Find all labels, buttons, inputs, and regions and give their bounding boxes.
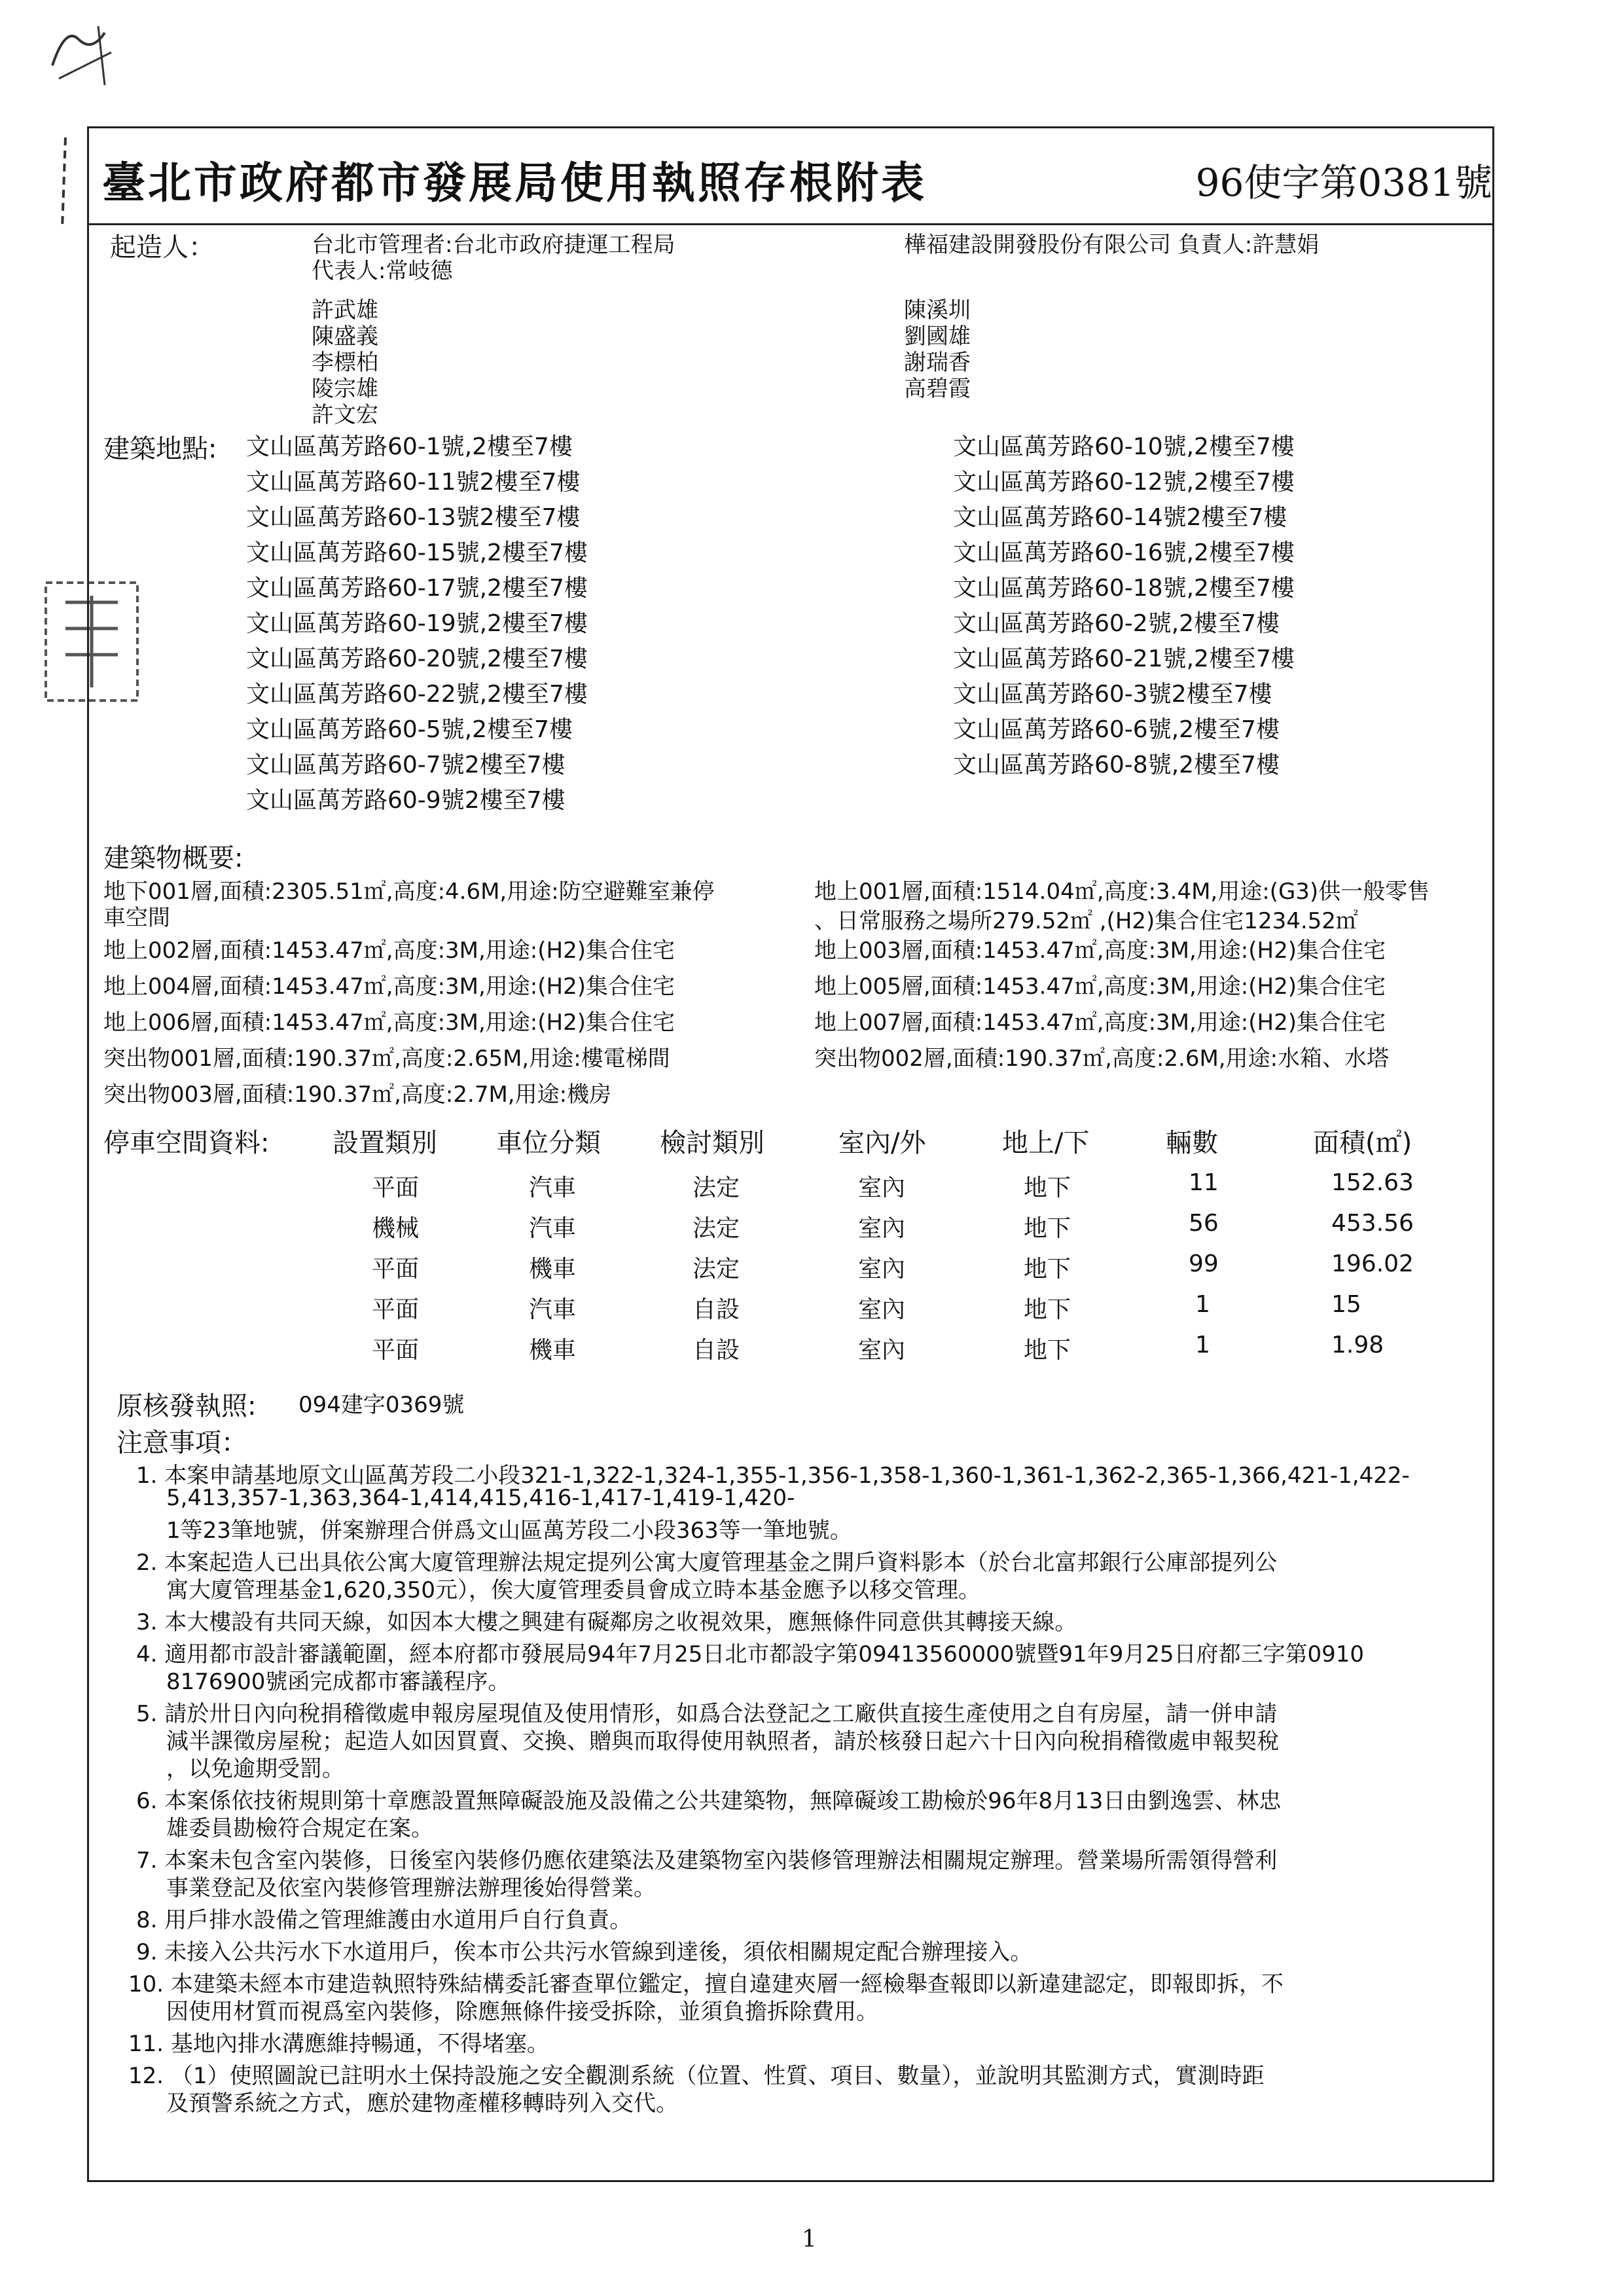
note-line: 寓大廈管理基金1,620,350元），俟大廈管理委員會成立時本基金應予以移交管理。 — [166, 1577, 981, 1603]
scan-mark-top — [39, 13, 124, 92]
parking-cell: 室內 — [858, 1175, 906, 1201]
applicant-left-line: 李標柏 — [312, 350, 378, 376]
parking-cell: 56 — [1189, 1210, 1219, 1237]
parking-cell: 453.56 — [1331, 1210, 1414, 1237]
note-line: 7. 本案未包含室內裝修，日後室內裝修仍應依建築法及建築物室內裝修管理辦法相關規定辦理。營業場所需領得營利 — [136, 1848, 1278, 1874]
parking-cell: 室內 — [858, 1215, 906, 1242]
applicant-left-line: 陵宗雄 — [312, 376, 378, 402]
site-right-address: 文山區萬芳路60-16號,2樓至7樓 — [953, 539, 1295, 566]
building-right-line: 、日常服務之場所279.52㎡ ,(H2)集合住宅1234.52㎡ — [814, 908, 1358, 934]
notes-label: 注意事項： — [117, 1428, 247, 1458]
parking-cell: 1 — [1195, 1332, 1210, 1358]
parking-cell: 汽車 — [529, 1175, 577, 1201]
note-line: 11. 基地內排水溝應維持暢通，不得堵塞。 — [128, 2031, 549, 2057]
building-right-line: 突出物002層,面積:190.37㎡,高度:2.6M,用途:水箱、水塔 — [814, 1046, 1390, 1072]
parking-cell: 15 — [1331, 1291, 1361, 1318]
note-line: 12. （1）使照圖說已註明水土保持設施之安全觀測系統（位置、性質、項目、數量），並說明其監測方式，實測時距 — [128, 2063, 1265, 2089]
building-right-line: 地上003層,面積:1453.47㎡,高度:3M,用途:(H2)集合住宅 — [814, 938, 1386, 964]
note-line: 2. 本案起造人已出具依公寓大廈管理辦法規定提列公寓大廈管理基金之開戶資料影本（於台北富邦銀行公庫部提列公 — [136, 1550, 1278, 1576]
site-right-address: 文山區萬芳路60-10號,2樓至7樓 — [953, 433, 1295, 460]
building-label: 建築物概要: — [103, 843, 243, 873]
parking-cell: 99 — [1189, 1250, 1219, 1277]
parking-cell: 機車 — [529, 1337, 577, 1364]
applicant-left-line: 代表人:常岐德 — [312, 258, 453, 284]
site-left-address: 文山區萬芳路60-5號,2樓至7樓 — [246, 716, 573, 743]
site-left-address: 文山區萬芳路60-1號,2樓至7樓 — [246, 433, 573, 460]
parking-cell: 機車 — [529, 1256, 577, 1283]
site-right-address: 文山區萬芳路60-21號,2樓至7樓 — [953, 646, 1295, 672]
site-right-address: 文山區萬芳路60-18號,2樓至7樓 — [953, 575, 1295, 602]
applicant-left-line: 陳盛義 — [312, 323, 378, 350]
applicant-right-line: 高碧霞 — [904, 376, 971, 402]
parking-cell: 法定 — [692, 1256, 740, 1283]
building-right-line: 地上005層,面積:1453.47㎡,高度:3M,用途:(H2)集合住宅 — [814, 974, 1386, 1000]
parking-cell: 地下 — [1024, 1296, 1071, 1323]
parking-cell: 法定 — [692, 1215, 740, 1242]
scan-mark-left — [46, 131, 85, 236]
note-line: 1等23筆地號，併案辦理合併爲文山區萬芳段二小段363等一筆地號。 — [166, 1518, 852, 1544]
site-label: 建築地點: — [103, 434, 217, 464]
parking-cell: 汽車 — [529, 1296, 577, 1323]
parking-header: 地上/下 — [1002, 1128, 1090, 1158]
site-left-address: 文山區萬芳路60-17號,2樓至7樓 — [246, 575, 588, 602]
applicant-left-line: 許文宏 — [312, 402, 378, 428]
parking-header: 車位分類 — [496, 1128, 601, 1158]
applicant-left-line: 台北市管理者:台北市政府捷運工程局 — [312, 232, 675, 258]
note-line: 8. 用戶排水設備之管理維護由水道用戶自行負責。 — [136, 1907, 632, 1933]
parking-header: 設置類別 — [333, 1128, 437, 1158]
site-left-address: 文山區萬芳路60-20號,2樓至7樓 — [246, 646, 588, 672]
parking-cell: 1.98 — [1331, 1332, 1384, 1358]
applicant-right-line: 樺福建設開發股份有限公司 負責人:許慧娟 — [904, 232, 1320, 258]
building-left-line: 車空間 — [103, 905, 170, 931]
site-left-address: 文山區萬芳路60-7號2樓至7樓 — [246, 752, 566, 778]
building-right-line: 地上007層,面積:1453.47㎡,高度:3M,用途:(H2)集合住宅 — [814, 1010, 1386, 1036]
parking-header: 室內/外 — [838, 1128, 926, 1158]
parking-cell: 地下 — [1024, 1337, 1071, 1364]
site-left-address: 文山區萬芳路60-11號2樓至7樓 — [246, 469, 581, 496]
applicant-label: 起造人： — [110, 232, 215, 263]
parking-cell: 機械 — [372, 1215, 420, 1242]
site-right-address: 文山區萬芳路60-6號,2樓至7樓 — [953, 716, 1280, 743]
license-number: 96使字第0381號 — [1195, 160, 1492, 205]
applicant-right-line: 陳溪圳 — [904, 297, 971, 323]
parking-label: 停車空間資料: — [103, 1128, 270, 1158]
parking-cell: 室內 — [858, 1296, 906, 1323]
parking-header: 面積(㎡) — [1313, 1128, 1412, 1158]
parking-cell: 196.02 — [1331, 1250, 1414, 1277]
note-line: 3. 本大樓設有共同天線，如因本大樓之興建有礙鄰房之收視效果，應無條件同意供其轉接天線。 — [136, 1609, 1077, 1635]
parking-cell: 平面 — [372, 1256, 420, 1283]
site-left-address: 文山區萬芳路60-9號2樓至7樓 — [246, 787, 566, 814]
parking-cell: 1 — [1195, 1291, 1210, 1318]
site-left-address: 文山區萬芳路60-19號,2樓至7樓 — [246, 610, 588, 637]
applicant-left-line: 許武雄 — [312, 297, 378, 323]
parking-cell: 平面 — [372, 1296, 420, 1323]
parking-cell: 自設 — [692, 1337, 740, 1364]
note-line: 雄委員勘檢符合規定在案。 — [166, 1815, 433, 1842]
building-left-line: 突出物001層,面積:190.37㎡,高度:2.65M,用途:樓電梯間 — [103, 1046, 670, 1072]
note-line: ，以免逾期受罰。 — [166, 1756, 344, 1782]
original-permit-value: 094建字0369號 — [298, 1392, 465, 1418]
parking-cell: 室內 — [858, 1256, 906, 1283]
parking-cell: 平面 — [372, 1337, 420, 1364]
building-right-line: 地上001層,面積:1514.04㎡,高度:3.4M,用途:(G3)供一般零售 — [814, 879, 1430, 905]
site-left-address: 文山區萬芳路60-22號,2樓至7樓 — [246, 681, 588, 708]
note-line: 5. 請於卅日內向稅捐稽徵處申報房屋現值及使用情形，如爲合法登記之工廠供直接生產使用之自有房屋，請一併申請 — [136, 1701, 1278, 1727]
page-title: 臺北市政府都市發展局使用執照存根附表 — [102, 157, 927, 208]
note-line: 10. 本建築未經本市建造執照特殊結構委託審查單位鑑定，擅自違建夾層一經檢舉查報即以新違建認定，即報即拆，不 — [128, 1971, 1284, 1997]
note-line: 及預警系統之方式，應於建物產權移轉時列入交代。 — [166, 2090, 678, 2117]
site-right-address: 文山區萬芳路60-12號,2樓至7樓 — [953, 469, 1295, 496]
parking-cell: 平面 — [372, 1175, 420, 1201]
site-left-address: 文山區萬芳路60-13號2樓至7樓 — [246, 504, 581, 531]
note-line: 減半課徵房屋稅；起造人如因買賣、交換、贈與而取得使用執照者，請於核發日起六十日內向稅捐稽徵處申報契稅 — [166, 1728, 1279, 1755]
site-right-address: 文山區萬芳路60-14號2樓至7樓 — [953, 504, 1287, 531]
site-left-address: 文山區萬芳路60-15號,2樓至7樓 — [246, 539, 588, 566]
building-left-line: 突出物003層,面積:190.37㎡,高度:2.7M,用途:機房 — [103, 1082, 612, 1108]
title-row — [89, 128, 1492, 225]
parking-cell: 地下 — [1024, 1256, 1071, 1283]
site-right-address: 文山區萬芳路60-8號,2樓至7樓 — [953, 752, 1280, 778]
document-frame — [87, 126, 1494, 2182]
parking-cell: 地下 — [1024, 1215, 1071, 1242]
applicant-right-line: 謝瑞香 — [904, 350, 971, 376]
original-permit-label: 原核發執照: — [117, 1391, 257, 1421]
applicant-right-line: 劉國雄 — [904, 323, 971, 350]
building-left-line: 地下001層,面積:2305.51㎡,高度:4.6M,用途:防空避難室兼停 — [103, 879, 715, 905]
parking-cell: 法定 — [692, 1175, 740, 1201]
parking-cell: 152.63 — [1331, 1169, 1414, 1196]
site-right-address: 文山區萬芳路60-2號,2樓至7樓 — [953, 610, 1280, 637]
note-line: 1. 本案申請基地原文山區萬芳段二小段321-1,322-1,324-1,355-1,356-1,358-1,360-1,361-1,362-2,365-1,366,421-1,422- — [136, 1463, 1410, 1489]
note-line: 5,413,357-1,363,364-1,414,415,416-1,417-1,419-1,420- — [166, 1485, 795, 1511]
parking-header: 檢討類別 — [660, 1128, 764, 1158]
parking-cell: 地下 — [1024, 1175, 1071, 1201]
building-left-line: 地上006層,面積:1453.47㎡,高度:3M,用途:(H2)集合住宅 — [103, 1010, 675, 1036]
note-line: 因使用材質而視爲室內裝修，除應無條件接受拆除，並須負擔拆除費用。 — [166, 1999, 878, 2025]
note-line: 6. 本案係依技術規則第十章應設置無障礙設施及設備之公共建築物，無障礙竣工勘檢於96年8月13日由劉逸雲、林忠 — [136, 1788, 1282, 1814]
page-number: 1 — [802, 2226, 817, 2253]
site-right-address: 文山區萬芳路60-3號2樓至7樓 — [953, 681, 1272, 708]
building-left-line: 地上004層,面積:1453.47㎡,高度:3M,用途:(H2)集合住宅 — [103, 974, 675, 1000]
parking-header: 輛數 — [1166, 1128, 1218, 1158]
building-left-line: 地上002層,面積:1453.47㎡,高度:3M,用途:(H2)集合住宅 — [103, 938, 675, 964]
parking-cell: 室內 — [858, 1337, 906, 1364]
note-line: 4. 適用都市設計審議範圍，經本府都市發展局94年7月25日北市都設字第09413560000號暨91年9月25日府都三字第0910 — [136, 1641, 1365, 1667]
note-line: 8176900號函完成都市審議程序。 — [166, 1669, 511, 1695]
note-line: 9. 未接入公共污水下水道用戶，俟本市公共污水管線到達後，須依相關規定配合辦理接入。 — [136, 1939, 1033, 1965]
note-line: 事業登記及依室內裝修管理辦法辦理後始得營業。 — [166, 1875, 656, 1901]
parking-cell: 11 — [1189, 1169, 1219, 1196]
parking-cell: 自設 — [692, 1296, 740, 1323]
parking-cell: 汽車 — [529, 1215, 577, 1242]
